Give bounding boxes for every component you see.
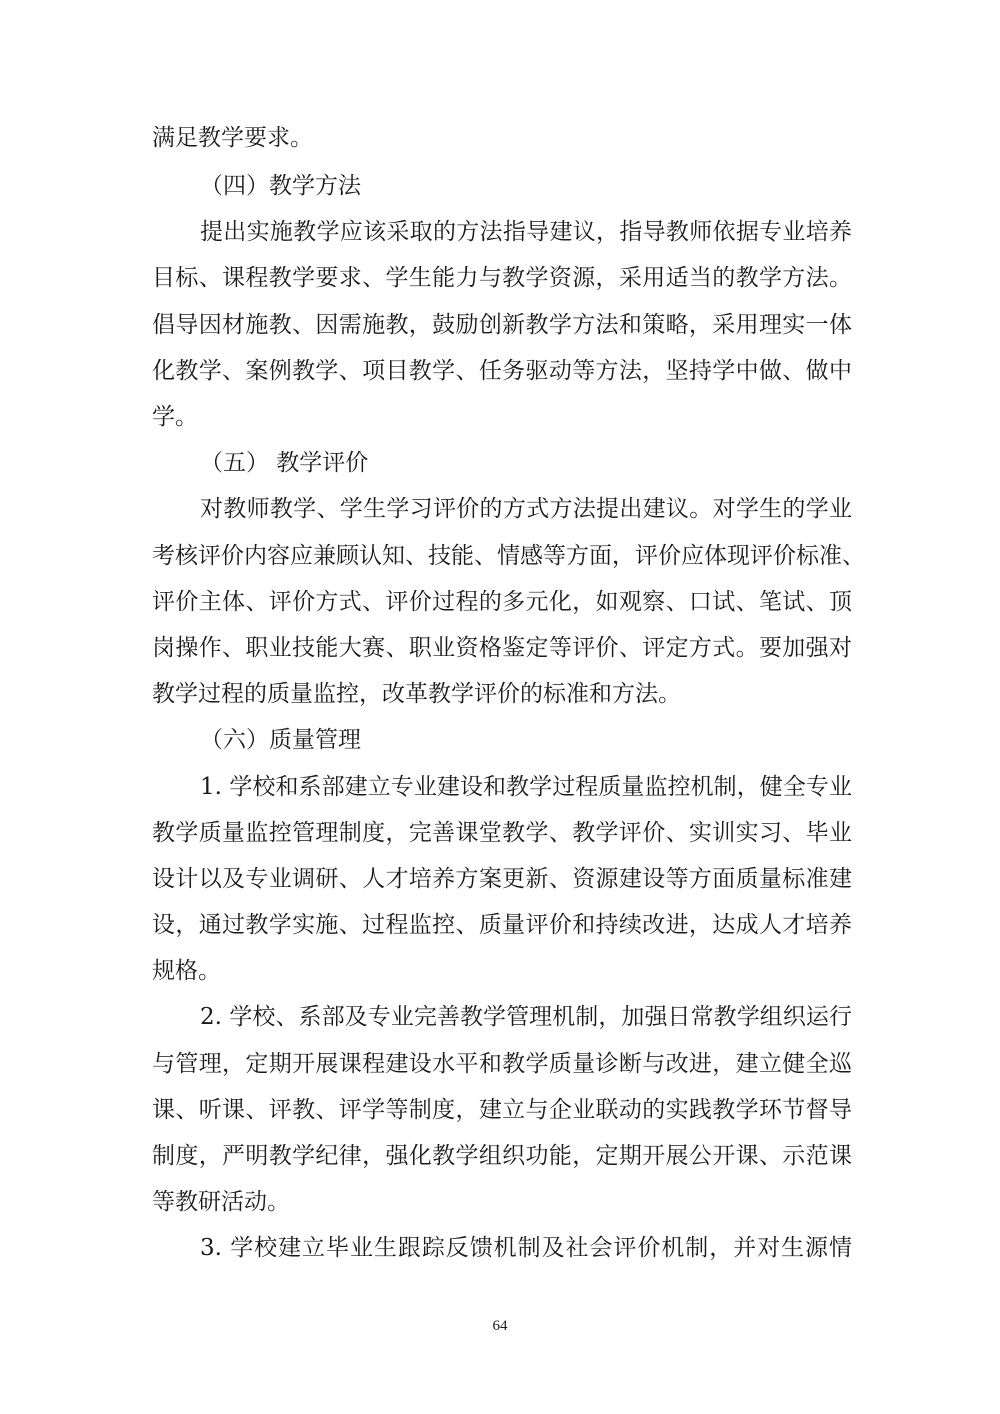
paragraph-line: 学。	[152, 404, 198, 430]
paragraph-line: 岗操作、职业技能大赛、职业资格鉴定等评价、评定方式。要加强对	[152, 635, 852, 661]
paragraph-line: 倡导因材施教、因需施教，鼓励创新教学方法和策略，采用理实一体	[152, 312, 852, 338]
paragraph-line: 制度，严明教学纪律，强化教学组织功能，定期开展公开课、示范课	[152, 1143, 852, 1169]
paragraph-line: 提出实施教学应该采取的方法指导建议，指导教师依据专业培养	[200, 219, 852, 245]
paragraph-line: 设计以及专业调研、人才培养方案更新、资源建设等方面质量标准建	[152, 866, 852, 892]
paragraph-line: 评价主体、评价方式、评价过程的多元化，如观察、口试、笔试、顶	[152, 589, 852, 615]
paragraph-line: 目标、课程教学要求、学生能力与教学资源，采用适当的教学方法。	[152, 265, 852, 291]
paragraph-line: 设，通过教学实施、过程监控、质量评价和持续改进，达成人才培养	[152, 912, 852, 938]
paragraph-line: 教学质量监控管理制度，完善课堂教学、教学评价、实训实习、毕业	[152, 820, 852, 846]
paragraph-line: 1. 学校和系部建立专业建设和教学过程质量监控机制，健全专业	[200, 774, 852, 800]
paragraph-line: 教学过程的质量监控，改革教学评价的标准和方法。	[152, 681, 681, 707]
paragraph-line: 对教师教学、学生学习评价的方式方法提出建议。对学生的学业	[200, 496, 852, 522]
section-heading-teaching-methods: （四）教学方法	[200, 173, 361, 199]
paragraph-line: 化教学、案例教学、项目教学、任务驱动等方法，坚持学中做、做中	[152, 358, 852, 384]
section-heading-quality-management: （六）质量管理	[200, 727, 361, 753]
section-heading-teaching-evaluation: （五） 教学评价	[200, 450, 369, 476]
page-number: 64	[492, 1318, 508, 1334]
paragraph-line: 规格。	[152, 958, 221, 984]
paragraph-line: 与管理，定期开展课程建设水平和教学质量诊断与改进，建立健全巡	[152, 1051, 852, 1077]
paragraph-line: 课、听课、评教、评学等制度，建立与企业联动的实践教学环节督导	[152, 1097, 852, 1123]
paragraph-line: 3. 学校建立毕业生跟踪反馈机制及社会评价机制，并对生源情	[200, 1235, 852, 1261]
paragraph-line: 考核评价内容应兼顾认知、技能、情感等方面，评价应体现评价标准、	[152, 543, 865, 569]
paragraph-line: 等教研活动。	[152, 1189, 290, 1215]
paragraph-line: 满足教学要求。	[152, 125, 313, 151]
paragraph-line: 2. 学校、系部及专业完善教学管理机制，加强日常教学组织运行	[200, 1004, 852, 1030]
